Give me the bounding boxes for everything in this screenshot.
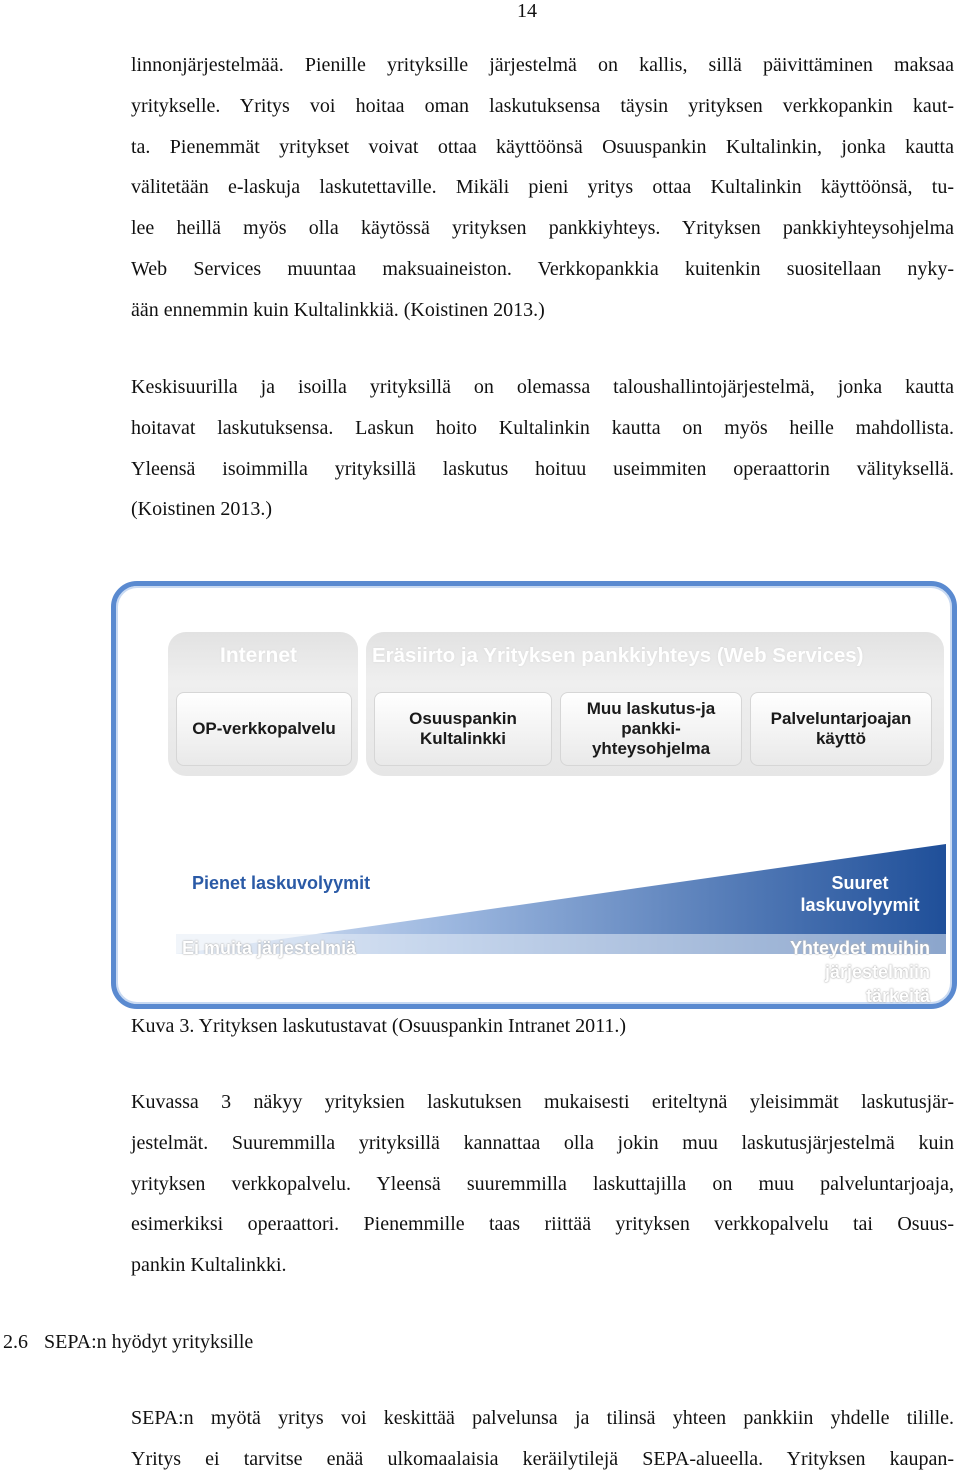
text-line: Keskisuurilla ja isoilla yrityksillä on olemassa taloushallintojärjestelmä, jonka kautta	[131, 376, 954, 398]
label-line: järjestelmiin	[824, 962, 930, 982]
page-number: 14	[517, 0, 537, 22]
billing-methods-figure	[111, 581, 957, 1009]
internet-panel	[168, 632, 358, 776]
label-line: Yhteydet muihin	[789, 938, 930, 958]
box-label-line: Kultalinkki	[420, 729, 506, 748]
text-line: Kuvassa 3 näkyy yrityksien laskutuksen mukaisesti eriteltynä yleisimmät laskutusjär-	[131, 1091, 954, 1113]
text-line: ta. Pienemmät yritykset voivat ottaa käyttöönsä Osuuspankin Kultalinkin, jonka kautta	[131, 135, 954, 158]
box-label	[409, 709, 517, 749]
text-line: (Koistinen 2013.)	[131, 498, 273, 521]
section-heading	[3, 1327, 253, 1357]
box-label: OP-verkkopalvelu	[192, 719, 336, 738]
box-label-line: käyttö	[815, 729, 867, 748]
text-line: jestelmät. Suuremmilla yrityksillä kannattaa olla jokin muu laskutusjärjestelmä kuin	[131, 1131, 954, 1154]
text-line: SEPA:n myötä yritys voi keskittää palvelunsa ja tilinsä yhteen pankkiin yhdelle tilille.	[131, 1407, 954, 1429]
text-line: ään ennemmin kuin Kultalinkkiä. (Koistinen 2013.)	[131, 298, 545, 321]
box-label	[771, 709, 912, 749]
web-services-panel	[366, 632, 944, 776]
connections-label	[756, 936, 930, 1008]
paragraph-2	[131, 367, 954, 530]
label-line: tärkeitä	[865, 986, 930, 1006]
box-label-line: Osuuspankin	[409, 709, 517, 728]
text-line: lee heillä myös olla käytössä yrityksen pankkiyhteys. Yrityksen pankkiyhteysohjelma	[131, 217, 954, 240]
text-line: hoitavat laskutuksensa. Laskun hoito Kultalinkin kautta on myös heille mahdollista.	[131, 416, 954, 439]
paragraph-4	[131, 1398, 954, 1480]
small-volumes-label: Pienet laskuvolyymit	[192, 873, 371, 893]
text-line: Yleensä isoimmilla yrityksillä laskutus hoituu useimmiten operaattorin välityksellä.	[131, 457, 954, 480]
box-label-line: yhteysohjelma	[591, 739, 711, 758]
text-line: välitetään e-laskuja laskutettaville. Mikäli pieni yritys ottaa Kultalinkin käyttöönsä, tu-	[131, 176, 954, 199]
palveluntarjoaja-box	[750, 692, 932, 766]
paragraph-1	[131, 45, 954, 331]
text-line: linnonjärjestelmää. Pienille yrityksille järjestelmä on kallis, sillä päivittäminen maksaa	[131, 54, 954, 76]
label-line: Suuret	[831, 873, 889, 893]
section-title: SEPA:n hyödyt yrityksille	[44, 1331, 254, 1353]
internet-header: Internet	[220, 644, 298, 667]
box-label-line: Palveluntarjoajan	[770, 709, 912, 728]
box-label-line: pankki-	[621, 719, 681, 738]
label-line: laskuvolyymit	[800, 895, 920, 915]
web-services-header: Eräsiirto ja Yrityksen pankkiyhteys (Web Services)	[372, 644, 864, 667]
large-volumes-label	[788, 872, 932, 916]
muu-laskutus-box	[560, 692, 742, 766]
kultalinkki-box	[374, 692, 552, 766]
box-label-line: Muu laskutus-ja	[586, 699, 716, 718]
text-line: Yritys ei tarvitse enää ulkomaalaisia keräilytilejä SEPA-alueella. Yrityksen kaupan-	[131, 1447, 954, 1470]
box-label	[587, 699, 715, 759]
text-line: pankin Kultalinkki.	[131, 1254, 287, 1277]
text-line: Web Services muuntaa maksuaineiston. Verkkopankkia kuitenkin suositellaan nyky-	[131, 257, 954, 280]
text-line: yritykselle. Yritys voi hoitaa oman laskutuksensa täysin yrityksen verkkopankin kaut-	[131, 94, 954, 117]
paragraph-3	[131, 1082, 954, 1286]
figure-caption: Kuva 3. Yrityksen laskutustavat (Osuuspankin Intranet 2011.)	[131, 1015, 627, 1037]
text-line: yrityksen verkkopalvelu. Yleensä suuremmilla laskuttajilla on muu palveluntarjoaja,	[131, 1172, 954, 1195]
no-systems-label: Ei muita järjestelmiä	[182, 938, 357, 958]
op-verkkopalvelu-box	[176, 692, 352, 766]
section-number: 2.6	[3, 1331, 28, 1353]
text-line: esimerkiksi operaattori. Pienemmille taas riittää yrityksen verkkopalvelu tai Osuus-	[131, 1213, 954, 1236]
